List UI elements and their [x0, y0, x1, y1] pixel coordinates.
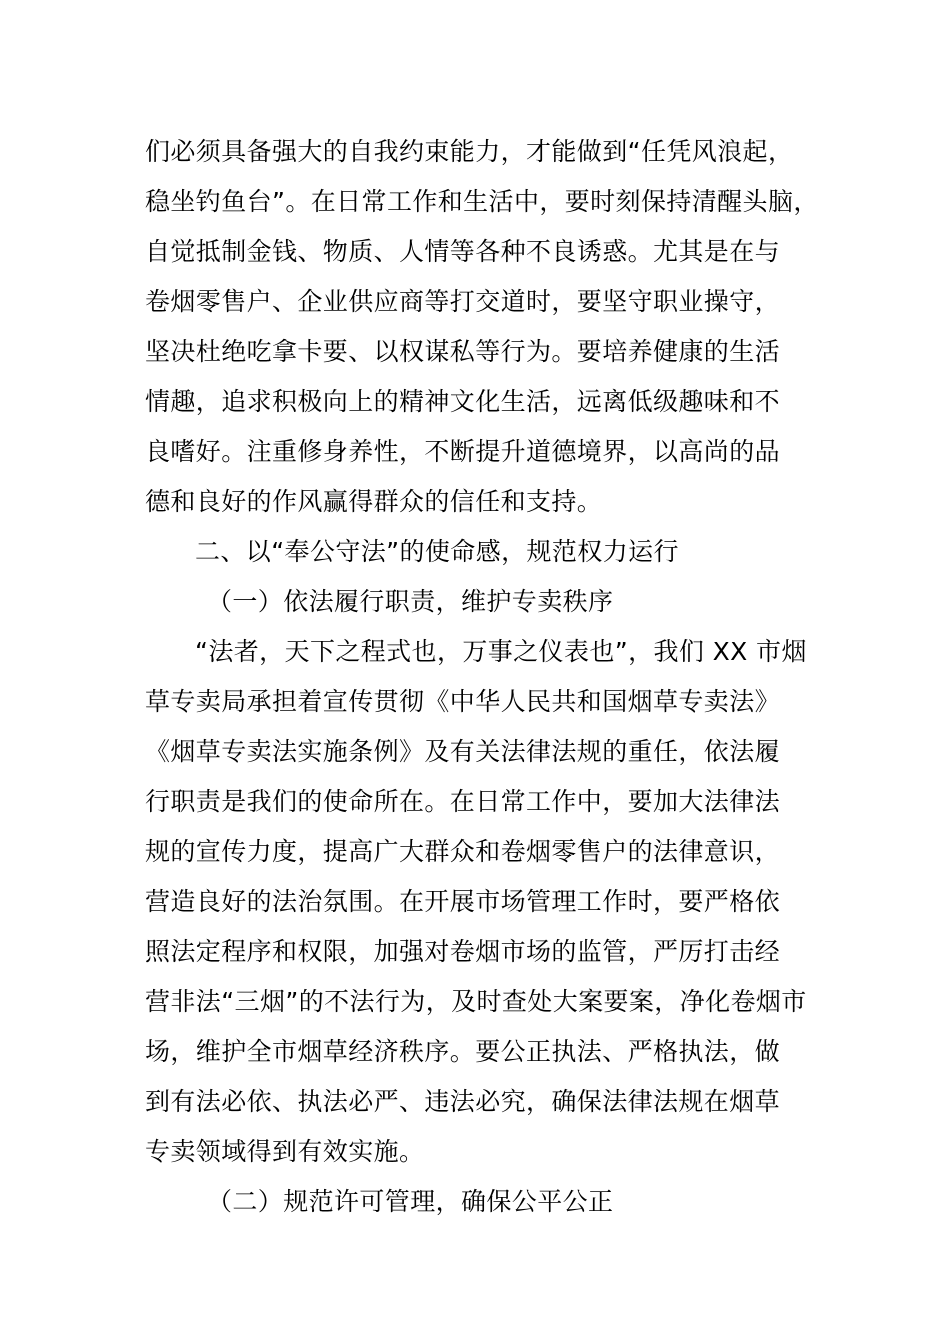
subsection-heading: （一）依法履行职责，维护专卖秩序 — [207, 587, 614, 616]
paragraph-line: “法者，天下之程式也，万事之仪表也”，我们 XX 市烟 — [195, 637, 807, 666]
paragraph-line: 营非法“三烟”的不法行为，及时查处大案要案，净化卷烟市 — [145, 987, 807, 1016]
paragraph-line: 规的宣传力度，提高广大群众和卷烟零售户的法律意识， — [145, 837, 781, 866]
paragraph-line: 行职责是我们的使命所在。在日常工作中，要加大法律法 — [145, 787, 781, 816]
paragraph-line: 情趣，追求积极向上的精神文化生活，远离低级趣味和不 — [145, 387, 781, 416]
paragraph-line: 到有法必依、执法必严、违法必究，确保法律法规在烟草 — [145, 1087, 781, 1116]
paragraph-line: 卷烟零售户、企业供应商等打交道时，要坚守职业操守， — [145, 287, 781, 316]
paragraph-line: 德和良好的作风赢得群众的信任和支持。 — [145, 487, 603, 516]
paragraph-line: 坚决杜绝吃拿卡要、以权谋私等行为。要培养健康的生活 — [145, 337, 781, 366]
paragraph-line: 专卖领域得到有效实施。 — [145, 1137, 425, 1166]
section-heading: 二、以“奉公守法”的使命感，规范权力运行 — [195, 537, 679, 566]
paragraph-line: 良嗜好。注重修身养性，不断提升道德境界，以高尚的品 — [145, 437, 781, 466]
paragraph-line: 自觉抵制金钱、物质、人情等各种不良诱惑。尤其是在与 — [145, 237, 781, 266]
paragraph-line: 草专卖局承担着宣传贯彻《中华人民共和国烟草专卖法》 — [145, 687, 781, 716]
subsection-heading: （二）规范许可管理，确保公平公正 — [207, 1187, 614, 1216]
paragraph-line: 《烟草专卖法实施条例》及有关法律法规的重任，依法履 — [145, 737, 781, 766]
paragraph-line: 们必须具备强大的自我约束能力，才能做到“任凭风浪起， — [145, 137, 794, 166]
paragraph-line: 场，维护全市烟草经济秩序。要公正执法、严格执法，做 — [145, 1037, 781, 1066]
document-body — [145, 127, 819, 1227]
paragraph-line: 照法定程序和权限，加强对卷烟市场的监管，严厉打击经 — [145, 937, 781, 966]
paragraph-line: 营造良好的法治氛围。在开展市场管理工作时，要严格依 — [145, 887, 781, 916]
paragraph-line: 稳坐钓鱼台”。在日常工作和生活中，要时刻保持清醒头脑， — [145, 187, 819, 216]
